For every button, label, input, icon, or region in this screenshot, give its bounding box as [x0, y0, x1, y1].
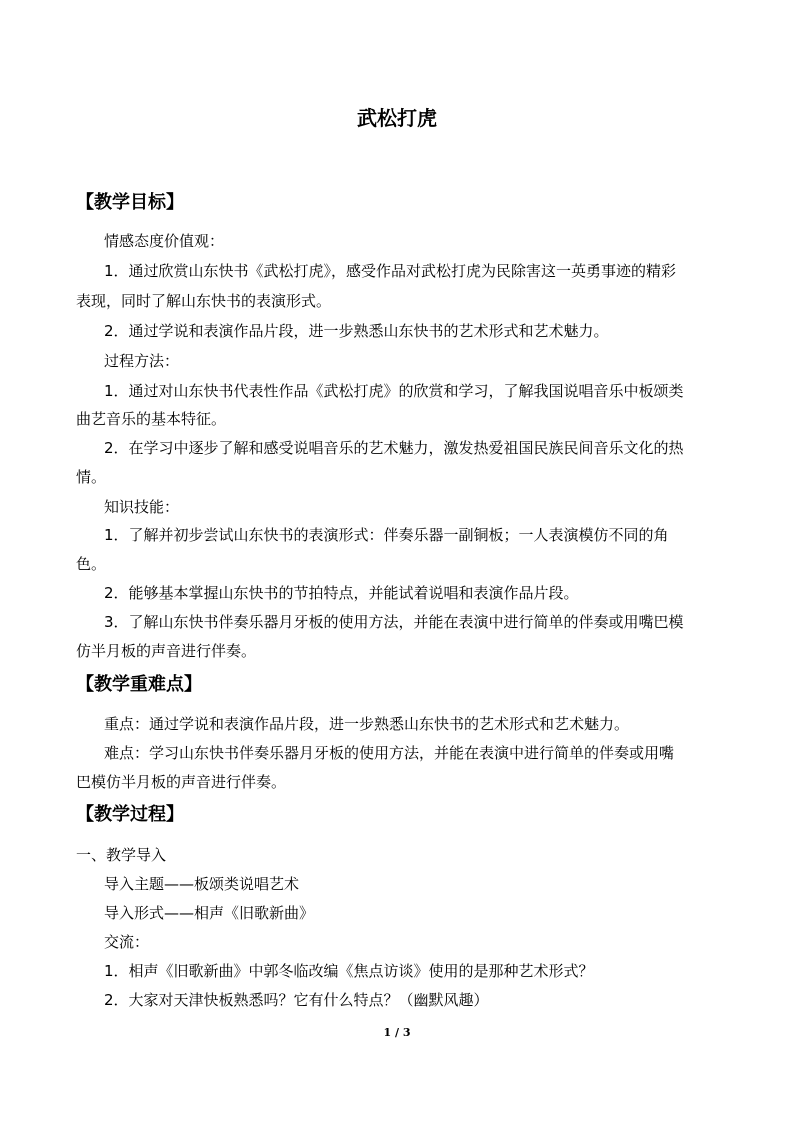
objectives-line: 表现，同时了解山东快书的表演形式。 — [76, 292, 332, 310]
process-line: 一、教学导入 — [76, 846, 167, 864]
objectives-line: 2．能够基本掌握山东快书的节拍特点，并能试着说唱和表演作品片段。 — [104, 584, 579, 602]
process-line: 2．大家对天津快板熟悉吗？它有什么特点？（幽默风趣） — [104, 991, 489, 1009]
objectives-line: 1．通过欣赏山东快书《武松打虎》，感受作品对武松打虎为民除害这一英勇事迹的精彩 — [104, 262, 677, 280]
section-heading-key-points: 【教学重难点】 — [76, 674, 202, 695]
process-line: 导入主题——板颂类说唱艺术 — [104, 875, 300, 893]
document-title: 武松打虎 — [357, 106, 437, 130]
key-points-line: 难点：学习山东快书伴奏乐器月牙板的使用方法，并能在表演中进行简单的伴奏或用嘴 — [104, 744, 675, 762]
objectives-line: 仿半月板的声音进行伴奏。 — [76, 642, 257, 660]
page-number: 1 / 3 — [383, 1026, 411, 1039]
objectives-line: 过程方法： — [104, 352, 180, 370]
objectives-line: 1．了解并初步尝试山东快书的表演形式：伴奏乐器一副铜板；一人表演模仿不同的角 — [104, 526, 669, 544]
objectives-line: 2．在学习中逐步了解和感受说唱音乐的艺术魅力，激发热爱祖国民族民间音乐文化的热 — [104, 439, 684, 457]
section-heading-objectives: 【教学目标】 — [76, 192, 184, 213]
objectives-line: 2．通过学说和表演作品片段，进一步熟悉山东快书的艺术形式和艺术魅力。 — [104, 322, 609, 340]
objectives-line: 情。 — [76, 468, 107, 486]
objectives-line: 情感态度价值观： — [104, 232, 225, 250]
objectives-line: 色。 — [76, 555, 107, 573]
key-points-line: 巴模仿半月板的声音进行伴奏。 — [76, 773, 287, 791]
objectives-line: 1．通过对山东快书代表性作品《武松打虎》的欣赏和学习，了解我国说唱音乐中板颂类 — [104, 382, 684, 400]
section-heading-process: 【教学过程】 — [76, 804, 184, 825]
process-line: 导入形式——相声《旧歌新曲》 — [104, 904, 315, 922]
process-line: 交流： — [104, 933, 150, 951]
process-line: 1．相声《旧歌新曲》中郭冬临改编《焦点访谈》使用的是那种艺术形式？ — [104, 962, 594, 980]
objectives-line: 3．了解山东快书伴奏乐器月牙板的使用方法，并能在表演中进行简单的伴奏或用嘴巴模 — [104, 613, 684, 631]
objectives-line: 知识技能： — [104, 498, 180, 516]
key-points-line: 重点：通过学说和表演作品片段，进一步熟悉山东快书的艺术形式和艺术魅力。 — [104, 715, 630, 733]
objectives-line: 曲艺音乐的基本特征。 — [76, 410, 227, 428]
